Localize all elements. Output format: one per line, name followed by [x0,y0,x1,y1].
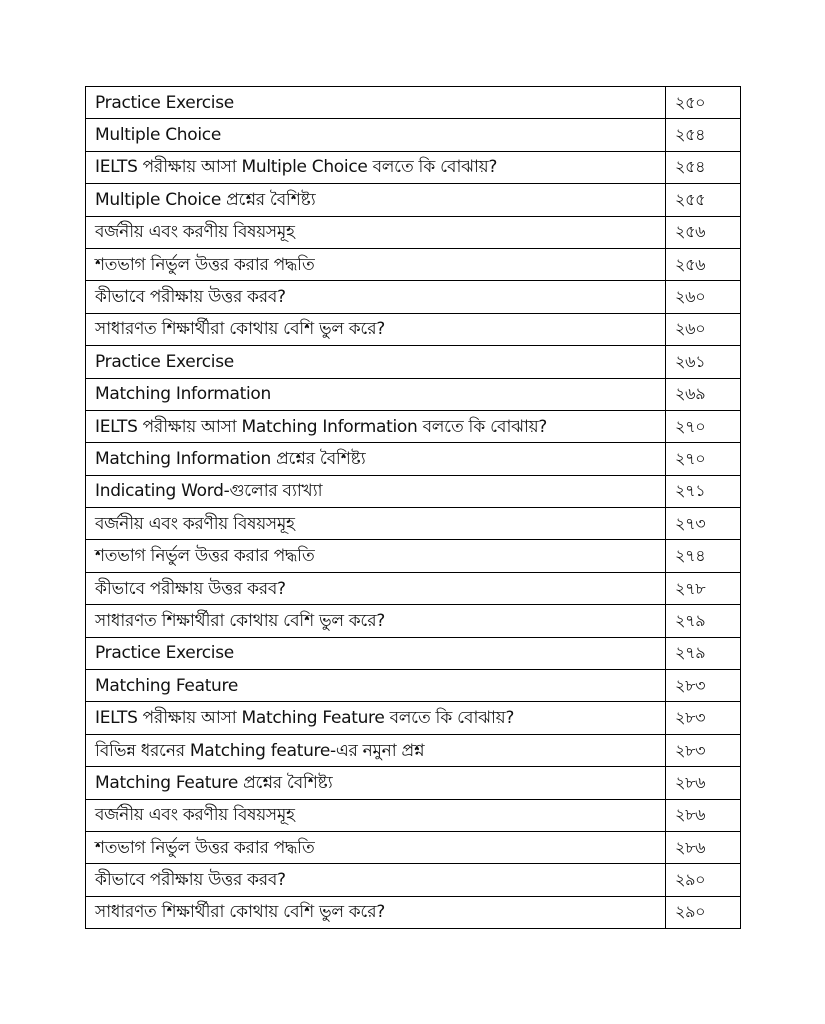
toc-row [86,831,741,863]
toc-title: Practice Exercise [86,346,666,378]
toc-page-number: ২৫৬ [666,248,741,280]
toc-page-number: ২৯০ [666,864,741,896]
toc-row [86,443,741,475]
toc-page-number: ২৮৬ [666,799,741,831]
toc-row [86,248,741,280]
toc-row [86,540,741,572]
toc-title: Multiple Choice প্রশ্নের বৈশিষ্ট্য [86,184,666,216]
toc-page-number: ২৭০ [666,410,741,442]
toc-title: IELTS পরীক্ষায় আসা Matching Feature বলতে কি বোঝায়? [86,702,666,734]
toc-row [86,216,741,248]
toc-title: কীভাবে পরীক্ষায় উত্তর করব? [86,572,666,604]
toc-page-number: ২৫৪ [666,151,741,183]
toc-title: কীভাবে পরীক্ষায় উত্তর করব? [86,864,666,896]
toc-row [86,605,741,637]
toc-page-number: ২৭৮ [666,572,741,604]
toc-row [86,119,741,151]
toc-page-number: ২৮৩ [666,670,741,702]
toc-page-number: ২৭৪ [666,540,741,572]
toc-title: সাধারণত শিক্ষার্থীরা কোথায় বেশি ভুল করে? [86,896,666,928]
toc-page-number: ২৯০ [666,896,741,928]
toc-title: Matching Information প্রশ্নের বৈশিষ্ট্য [86,443,666,475]
toc-title: Practice Exercise [86,637,666,669]
toc-title: সাধারণত শিক্ষার্থীরা কোথায় বেশি ভুল করে? [86,313,666,345]
toc-page-number: ২৬০ [666,313,741,345]
toc-row [86,799,741,831]
toc-row [86,670,741,702]
toc-page-number: ২৬০ [666,281,741,313]
toc-title: বর্জনীয় এবং করণীয় বিষয়সমূহ [86,216,666,248]
toc-row [86,346,741,378]
toc-title: Indicating Word-গুলোর ব্যাখ্যা [86,475,666,507]
toc-page-number: ২৮৩ [666,702,741,734]
toc-page-number: ২৮৬ [666,831,741,863]
toc-page-number: ২৭০ [666,443,741,475]
toc-row [86,281,741,313]
toc-page-number: ২৮৩ [666,734,741,766]
toc-title: শতভাগ নির্ভুল উত্তর করার পদ্ধতি [86,540,666,572]
toc-page-number: ২৭১ [666,475,741,507]
toc-page-number: ২৬৯ [666,378,741,410]
toc-title: বর্জনীয় এবং করণীয় বিষয়সমূহ [86,508,666,540]
toc-title: IELTS পরীক্ষায় আসা Matching Information বলতে কি বোঝায়? [86,410,666,442]
toc-title: কীভাবে পরীক্ষায় উত্তর করব? [86,281,666,313]
toc-title: শতভাগ নির্ভুল উত্তর করার পদ্ধতি [86,248,666,280]
toc-title: Matching Information [86,378,666,410]
toc-row [86,184,741,216]
toc-title: Matching Feature প্রশ্নের বৈশিষ্ট্য [86,767,666,799]
toc-row [86,151,741,183]
toc-title: Multiple Choice [86,119,666,151]
toc-page-number: ২৫৬ [666,216,741,248]
toc-title: Matching Feature [86,670,666,702]
toc-page-number: ২৫৪ [666,119,741,151]
toc-title: IELTS পরীক্ষায় আসা Multiple Choice বলতে কি বোঝায়? [86,151,666,183]
toc-row [86,475,741,507]
toc-page-number: ২৭৯ [666,637,741,669]
toc-row [86,572,741,604]
toc-row [86,864,741,896]
toc-row [86,313,741,345]
toc-title: বিভিন্ন ধরনের Matching feature-এর নমুনা প্রশ্ন [86,734,666,766]
toc-page-number: ২৫০ [666,87,741,119]
toc-row [86,734,741,766]
toc-page-number: ২৫৫ [666,184,741,216]
toc-body [86,87,741,929]
toc-title: Practice Exercise [86,87,666,119]
toc-row [86,896,741,928]
toc-title: সাধারণত শিক্ষার্থীরা কোথায় বেশি ভুল করে? [86,605,666,637]
toc-row [86,767,741,799]
toc-row [86,508,741,540]
toc-page-number: ২৭৩ [666,508,741,540]
toc-row [86,87,741,119]
toc-row [86,378,741,410]
toc-page-number: ২৬১ [666,346,741,378]
toc-page-number: ২৭৯ [666,605,741,637]
toc-row [86,702,741,734]
toc-row [86,637,741,669]
table-of-contents [85,86,741,929]
toc-title: শতভাগ নির্ভুল উত্তর করার পদ্ধতি [86,831,666,863]
toc-page-number: ২৮৬ [666,767,741,799]
toc-title: বর্জনীয় এবং করণীয় বিষয়সমূহ [86,799,666,831]
toc-row [86,410,741,442]
